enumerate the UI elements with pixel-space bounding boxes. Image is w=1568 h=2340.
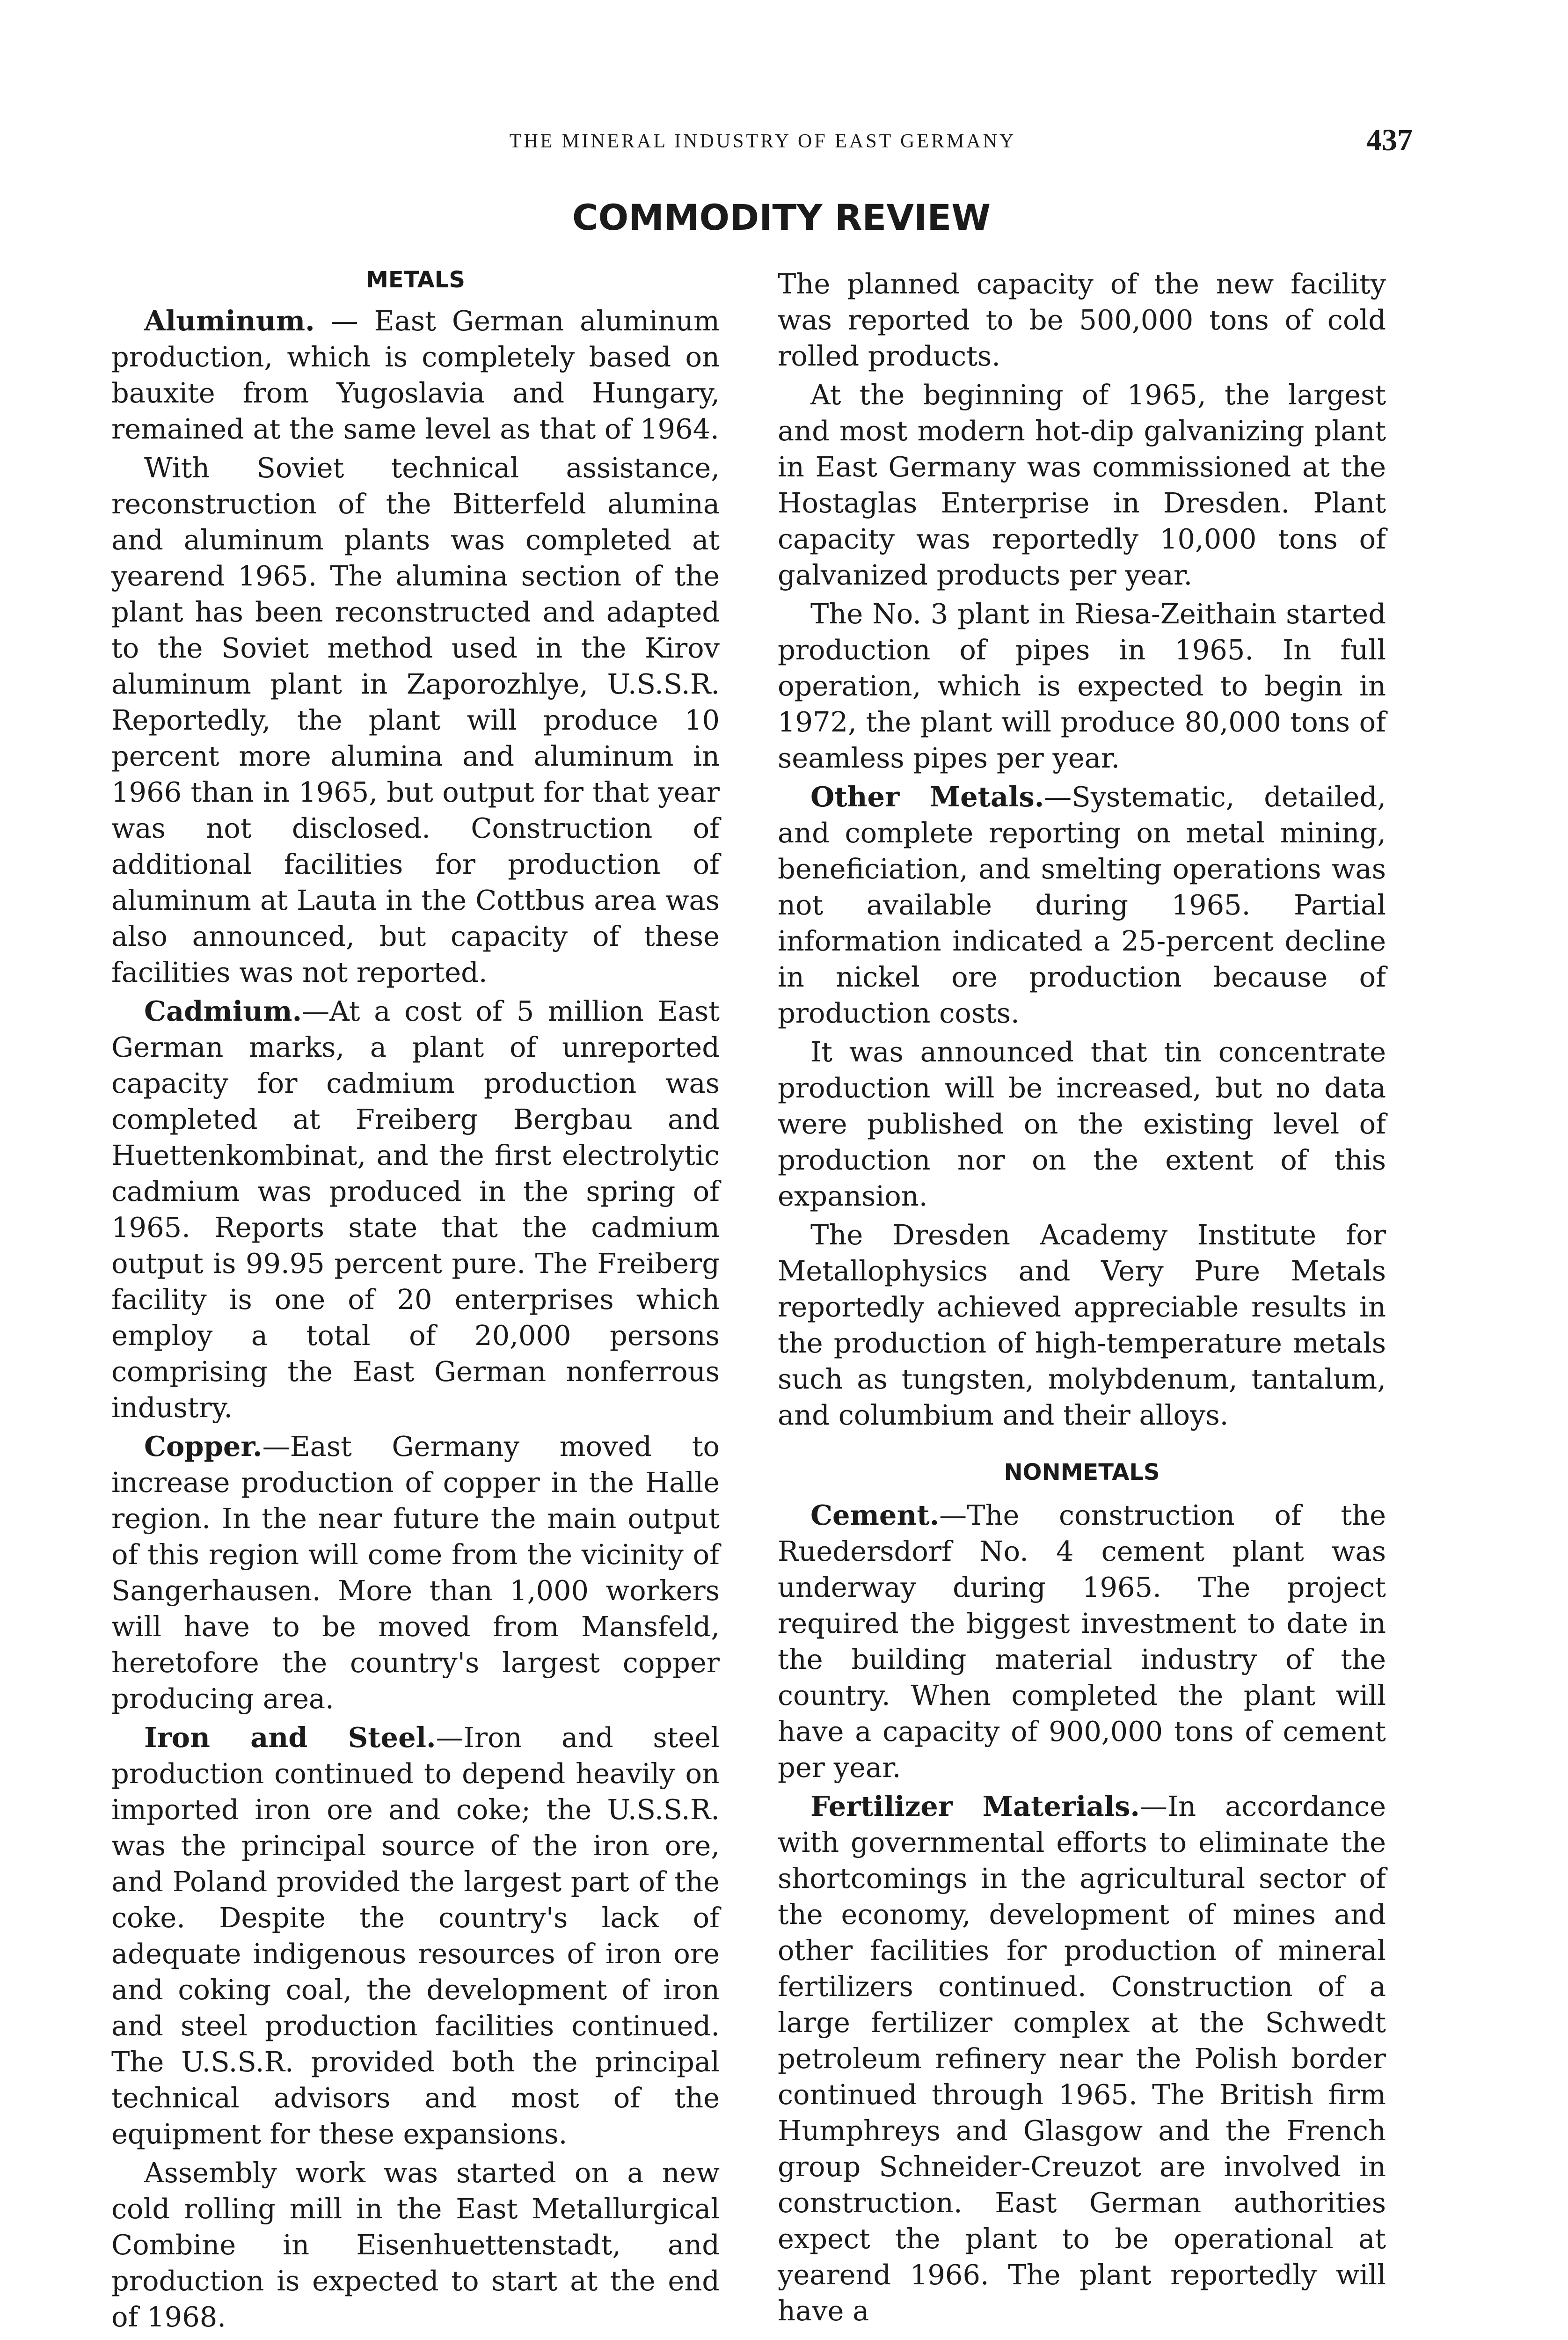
left-column <box>111 262 720 2338</box>
nonmetals-heading: NONMETALS <box>1004 1459 1160 1485</box>
lead-aluminum: Aluminum. <box>144 305 315 337</box>
paragraph-hot-dip: At the beginning of 1965, the largest and most modern hot-dip galvanizing plant in East Germany was commissioned at the Hostaglas Enterprise in Dresden. Plant capacity was reportedly 10,000 tons of galvanized products per year. <box>778 379 1386 591</box>
text-cadmium: —At a cost of 5 million East German marks, a plant of unreported capacity for cadmium production was completed at Freiberg Bergbau and Huettenkombinat, and the first electrolytic cadmium was produced in the spring of 1965. Reports state that the cadmium output is 99.95 percent pure. The Freiberg facility is one of 20 enterprises which employ a total of 20,000 persons comprising the East German nonferrous industry. <box>111 995 720 1424</box>
paragraph-planned-capacity: The planned capacity of the new facility was reported to be 500,000 tons of cold rolled products. <box>778 268 1386 372</box>
text-other-metals: —Systematic, detailed, and complete reporting on metal mining, beneficiation, and smelting operations was not available during 1965. Partial information indicated a 25-percent decline in nickel ore production because of production costs. <box>778 781 1386 1029</box>
paragraph-tin: It was announced that tin concentrate production will be increased, but no data were published on the existing level of production nor on the extent of this expansion. <box>778 1036 1386 1212</box>
lead-cadmium: Cadmium. <box>144 995 302 1027</box>
metals-heading: METALS <box>366 267 465 293</box>
paragraph-assembly: Assembly work was started on a new cold rolling mill in the East Metallurgical Combine in Eisenhuettenstadt, and production is expected to start at the end of 1968. <box>111 2157 720 2333</box>
paragraph-cadmium <box>111 993 720 1426</box>
lead-iron-steel: Iron and Steel. <box>144 1721 436 1754</box>
paragraph-other-metals <box>778 779 1386 1031</box>
paragraph-aluminum <box>111 303 720 447</box>
text-fertilizer: —In accordance with governmental efforts to eliminate the shortcomings in the agricultural sector of the economy, development of mines and other facilities for production of mineral fertilizers continued. Construction of a large fertilizer complex at the Schwedt petroleum refinery near the Polish border continued through 1965. The British firm Humphreys and Glasgow and the French group Schneider-Creuzot are involved in construction. East German authorities expect the plant to be operational at yearend 1966. The plant reportedly will have a <box>778 1790 1386 2327</box>
paragraph-fertilizer <box>778 1788 1386 2329</box>
right-column <box>778 266 1386 2332</box>
running-header: THE MINERAL INDUSTRY OF EAST GERMANY <box>509 131 1016 152</box>
paragraph-dresden-academy: The Dresden Academy Institute for Metallophysics and Very Pure Metals reportedly achieved appreciable results in the production of high-temperature metals such as tungsten, molybdenum, tantalum, and columbium and their alloys. <box>778 1219 1386 1431</box>
paragraph-cement <box>778 1497 1386 1785</box>
lead-other-metals: Other Metals. <box>810 781 1044 813</box>
lead-fertilizer: Fertilizer Materials. <box>810 1790 1140 1822</box>
lead-copper: Copper. <box>144 1430 263 1462</box>
section-title: COMMODITY REVIEW <box>572 197 991 238</box>
paragraph-aluminum-2: With Soviet technical assistance, reconstruction of the Bitterfeld alumina and aluminum plants was completed at yearend 1965. The alumina section of the plant has been reconstructed and adapted to the Soviet method used in the Kirov aluminum plant in Zaporozhlye, U.S.S.R. Reportedly, the plant will produce 10 percent more alumina and aluminum in 1966 than in 1965, but output for that year was not disclosed. Construction of additional facilities for production of aluminum at Lauta in the Cottbus area was also announced, but capacity of these facilities was not reported. <box>111 452 720 988</box>
text-cement: —The construction of the Ruedersdorf No. 4 cement plant was underway during 1965. The project required the biggest investment to date in the building material industry of the country. When completed the plant will have a capacity of 900,000 tons of cement per year. <box>778 1499 1386 1784</box>
text-iron-steel: —Iron and steel production continued to depend heavily on imported iron ore and coke; the U.S.S.R. was the principal source of the iron ore, and Poland provided the largest part of the coke. Despite the country's lack of adequate indigenous resources of iron ore and coking coal, the development of iron and steel production facilities continued. The U.S.S.R. provided both the principal technical advisors and most of the equipment for these expansions. <box>111 1721 720 2150</box>
paragraph-copper <box>111 1428 720 1717</box>
paragraph-iron-steel <box>111 1719 720 2152</box>
text-copper: —East Germany moved to increase production of copper in the Halle region. In the near future the main output of this region will come from the vicinity of Sangerhausen. More than 1,000 workers will have to be moved from Mansfeld, heretofore the country's largest copper producing area. <box>111 1430 720 1715</box>
paragraph-riesa: The No. 3 plant in Riesa-Zeithain started production of pipes in 1965. In full operation, which is expected to begin in 1972, the plant will produce 80,000 tons of seamless pipes per year. <box>778 598 1386 774</box>
lead-cement: Cement. <box>810 1499 940 1531</box>
page-number: 437 <box>1366 123 1413 157</box>
text-aluminum: — East German aluminum production, which is completely based on bauxite from Yugoslavia and Hungary, remained at the same level as that of 1964. <box>111 305 720 445</box>
